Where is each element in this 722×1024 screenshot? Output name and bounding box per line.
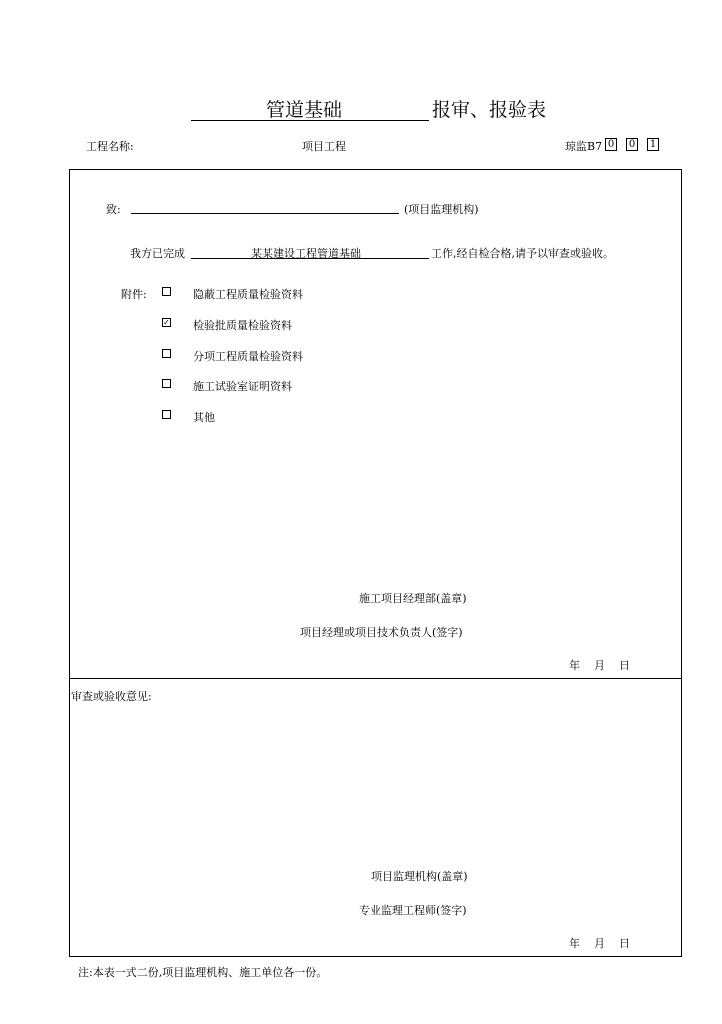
date-day-2: 日	[619, 937, 630, 950]
attachment-checkbox-3[interactable]	[162, 349, 171, 358]
completed-suffix: 工作,经自检合格,请予以审查或验收。	[431, 247, 614, 260]
title-suffix: 报审、报验表	[432, 99, 547, 121]
footer-note: 注:本表一式二份,项目监理机构、施工单位各一份。	[78, 966, 328, 979]
form-code-digit-1: 0	[605, 138, 617, 151]
to-recipient-line	[131, 213, 399, 214]
attachment-checkbox-2[interactable]: ✓	[163, 318, 170, 327]
attachment-label-5: 其他	[193, 411, 215, 424]
manager-signature: 项目经理或项目技术负责人(签字)	[300, 626, 463, 639]
date-year-1: 年	[569, 659, 580, 672]
attachment-label-3: 分项工程质量检验资料	[193, 350, 303, 363]
form-box	[69, 169, 682, 957]
section-divider	[69, 678, 682, 679]
project-name-label: 工程名称:	[86, 140, 134, 153]
attachments-label: 附件:	[121, 288, 147, 301]
attachment-checkbox-1[interactable]	[162, 287, 171, 296]
form-code-digit-2: 0	[626, 138, 638, 151]
contractor-seal: 施工项目经理部(盖章)	[359, 592, 467, 605]
supervisor-seal: 项目监理机构(盖章)	[371, 870, 468, 883]
attachment-label-4: 施工试验室证明资料	[193, 380, 292, 393]
to-label: 致:	[106, 203, 121, 216]
form-code-digit-3: 1	[647, 138, 659, 151]
title-subject: 管道基础	[266, 99, 343, 121]
attachment-checkbox-4[interactable]	[162, 379, 171, 388]
form-code-prefix: 琼监B7	[565, 140, 603, 153]
date-year-2: 年	[569, 937, 580, 950]
opinion-label: 审查或验收意见:	[71, 690, 152, 703]
date-month-1: 月	[594, 659, 605, 672]
completed-work: 某某建设工程管道基础	[251, 247, 361, 260]
engineer-signature: 专业监理工程师(签字)	[359, 904, 467, 917]
attachment-checkbox-5[interactable]	[162, 410, 171, 419]
project-name-value: 项目工程	[302, 140, 346, 153]
completed-prefix: 我方已完成	[130, 247, 185, 260]
attachment-label-2: 检验批质量检验资料	[193, 319, 292, 332]
date-day-1: 日	[619, 659, 630, 672]
attachment-label-1: 隐蔽工程质量检验资料	[193, 288, 303, 301]
date-month-2: 月	[594, 937, 605, 950]
to-suffix: (项目监理机构)	[404, 203, 479, 216]
